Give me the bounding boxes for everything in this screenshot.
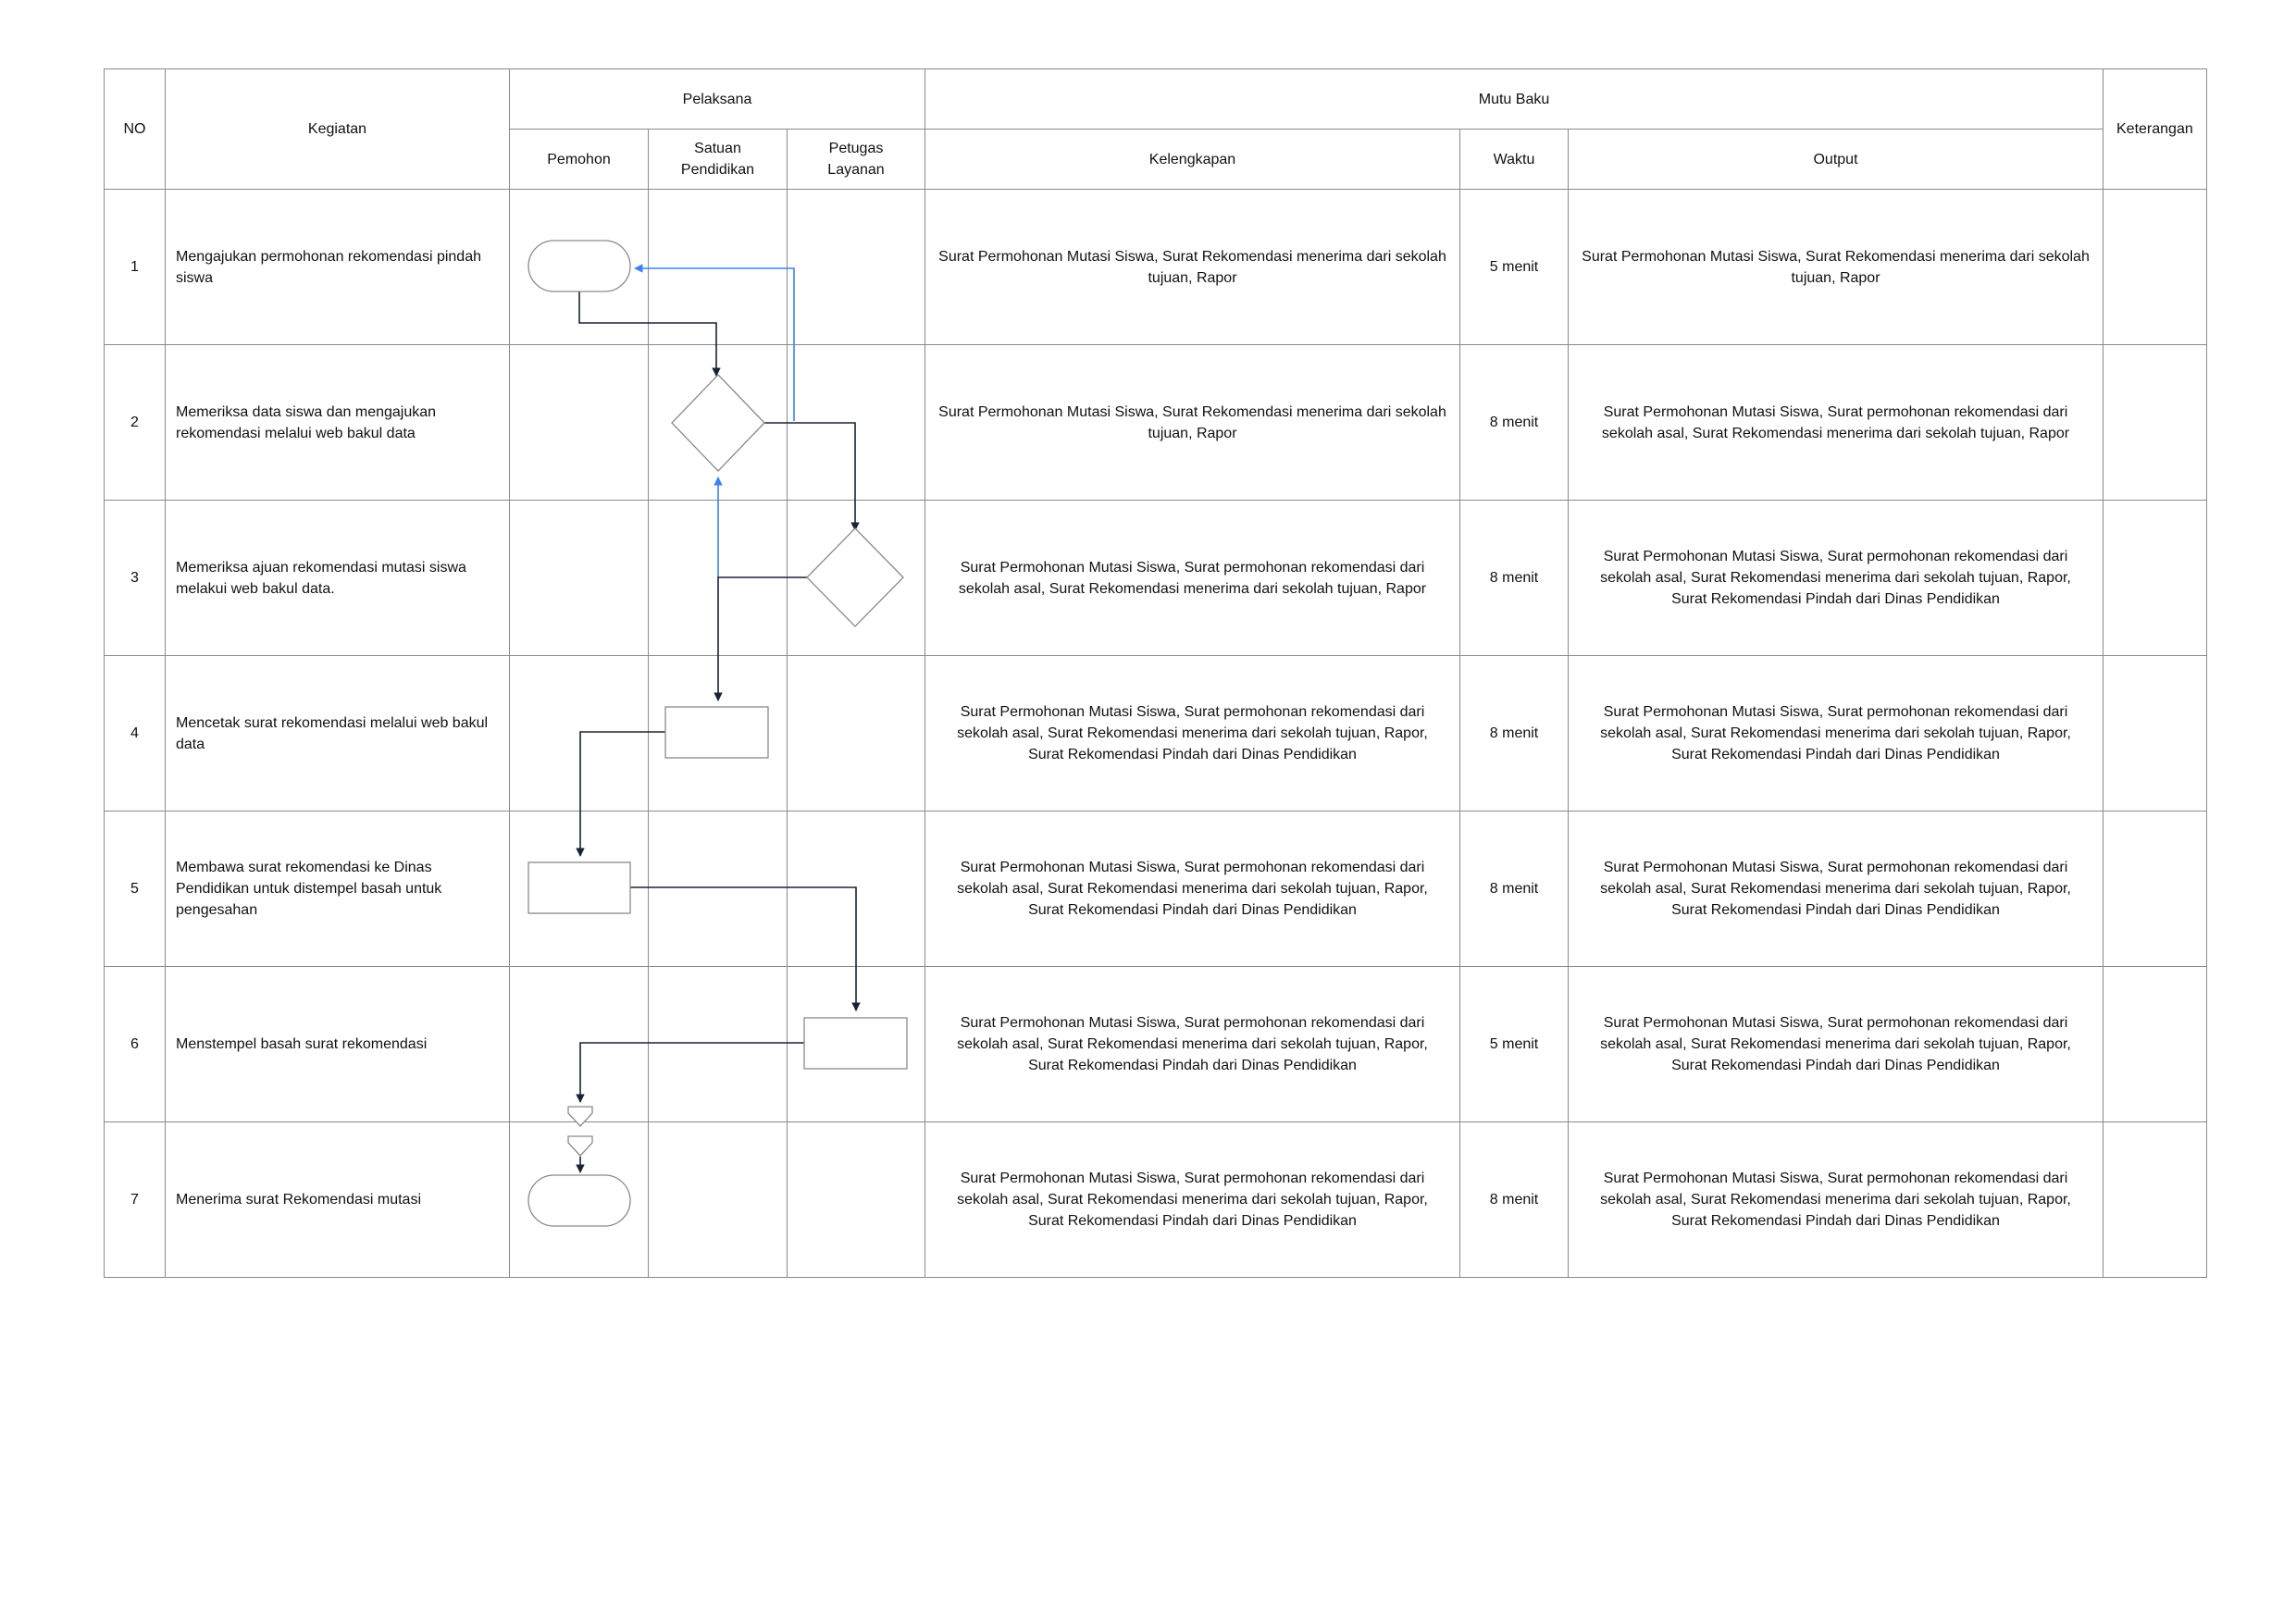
waktu-cell: 8 menit: [1460, 345, 1569, 501]
keterangan-cell: [2104, 812, 2207, 967]
lane-petugas-layanan-cell: [788, 190, 925, 345]
kelengkapan-cell: Surat Permohonan Mutasi Siswa, Surat permohonan rekomendasi dari sekolah asal, Surat Rekomendasi menerima dari sekolah tujuan, Rapor, Surat Rekomendasi Pindah dari Dinas Pendidikan: [925, 967, 1460, 1122]
activity-cell: Menerima surat Rekomendasi mutasi: [166, 1122, 510, 1278]
row-number: 3: [105, 501, 166, 656]
table-body: [105, 190, 2207, 1278]
header-kegiatan: Kegiatan: [166, 69, 510, 190]
output-cell: Surat Permohonan Mutasi Siswa, Surat Rekomendasi menerima dari sekolah tujuan, Rapor: [1569, 190, 2104, 345]
activity-cell: Menstempel basah surat rekomendasi: [166, 967, 510, 1122]
keterangan-cell: [2104, 1122, 2207, 1278]
table-row: [105, 812, 2207, 967]
output-cell: Surat Permohonan Mutasi Siswa, Surat permohonan rekomendasi dari sekolah asal, Surat Rekomendasi menerima dari sekolah tujuan, Rapor, Surat Rekomendasi Pindah dari Dinas Pendidikan: [1569, 812, 2104, 967]
lane-petugas-layanan-cell: [788, 656, 925, 812]
header-keterangan: Keterangan: [2104, 69, 2207, 190]
lane-pemohon-cell: [510, 190, 649, 345]
header-no: NO: [105, 69, 166, 190]
header-pemohon: Pemohon: [510, 130, 649, 190]
header-waktu: Waktu: [1460, 130, 1569, 190]
table-header: [105, 69, 2207, 190]
lane-petugas-layanan-cell: [788, 501, 925, 656]
row-number: 7: [105, 1122, 166, 1278]
lane-pemohon-cell: [510, 501, 649, 656]
waktu-cell: 8 menit: [1460, 1122, 1569, 1278]
output-cell: Surat Permohonan Mutasi Siswa, Surat permohonan rekomendasi dari sekolah asal, Surat Rekomendasi menerima dari sekolah tujuan, Rapor, Surat Rekomendasi Pindah dari Dinas Pendidikan: [1569, 1122, 2104, 1278]
table-row: [105, 1122, 2207, 1278]
waktu-cell: 5 menit: [1460, 190, 1569, 345]
output-cell: Surat Permohonan Mutasi Siswa, Surat permohonan rekomendasi dari sekolah asal, Surat Rekomendasi menerima dari sekolah tujuan, Rapor: [1569, 345, 2104, 501]
output-cell: Surat Permohonan Mutasi Siswa, Surat permohonan rekomendasi dari sekolah asal, Surat Rekomendasi menerima dari sekolah tujuan, Rapor, Surat Rekomendasi Pindah dari Dinas Pendidikan: [1569, 656, 2104, 812]
lane-satuan-pendidikan-cell: [649, 812, 788, 967]
activity-cell: Memeriksa data siswa dan mengajukan rekomendasi melalui web bakul data: [166, 345, 510, 501]
header-output: Output: [1569, 130, 2104, 190]
lane-pemohon-cell: [510, 1122, 649, 1278]
waktu-cell: 8 menit: [1460, 812, 1569, 967]
lane-pemohon-cell: [510, 345, 649, 501]
activity-cell: Mencetak surat rekomendasi melalui web bakul data: [166, 656, 510, 812]
lane-pemohon-cell: [510, 656, 649, 812]
lane-petugas-layanan-cell: [788, 1122, 925, 1278]
table-row: [105, 656, 2207, 812]
lane-petugas-layanan-cell: [788, 812, 925, 967]
keterangan-cell: [2104, 656, 2207, 812]
lane-pemohon-cell: [510, 967, 649, 1122]
keterangan-cell: [2104, 345, 2207, 501]
kelengkapan-cell: Surat Permohonan Mutasi Siswa, Surat permohonan rekomendasi dari sekolah asal, Surat Rekomendasi menerima dari sekolah tujuan, Rapor: [925, 501, 1460, 656]
output-cell: Surat Permohonan Mutasi Siswa, Surat permohonan rekomendasi dari sekolah asal, Surat Rekomendasi menerima dari sekolah tujuan, Rapor, Surat Rekomendasi Pindah dari Dinas Pendidikan: [1569, 501, 2104, 656]
header-pelaksana: Pelaksana: [510, 69, 925, 130]
lane-satuan-pendidikan-cell: [649, 967, 788, 1122]
kelengkapan-cell: Surat Permohonan Mutasi Siswa, Surat Rekomendasi menerima dari sekolah tujuan, Rapor: [925, 190, 1460, 345]
lane-satuan-pendidikan-cell: [649, 1122, 788, 1278]
header-kelengkapan: Kelengkapan: [925, 130, 1460, 190]
row-number: 2: [105, 345, 166, 501]
header-mutu-baku: Mutu Baku: [925, 69, 2104, 130]
table-row: [105, 190, 2207, 345]
kelengkapan-cell: Surat Permohonan Mutasi Siswa, Surat Rekomendasi menerima dari sekolah tujuan, Rapor: [925, 345, 1460, 501]
header-petugas-layanan: Petugas Layanan: [788, 130, 925, 190]
lane-satuan-pendidikan-cell: [649, 190, 788, 345]
lane-satuan-pendidikan-cell: [649, 501, 788, 656]
row-number: 1: [105, 190, 166, 345]
kelengkapan-cell: Surat Permohonan Mutasi Siswa, Surat permohonan rekomendasi dari sekolah asal, Surat Rekomendasi menerima dari sekolah tujuan, Rapor, Surat Rekomendasi Pindah dari Dinas Pendidikan: [925, 656, 1460, 812]
waktu-cell: 8 menit: [1460, 656, 1569, 812]
sop-flow-table: [104, 68, 2207, 1278]
keterangan-cell: [2104, 501, 2207, 656]
output-cell: Surat Permohonan Mutasi Siswa, Surat permohonan rekomendasi dari sekolah asal, Surat Rekomendasi menerima dari sekolah tujuan, Rapor, Surat Rekomendasi Pindah dari Dinas Pendidikan: [1569, 967, 2104, 1122]
keterangan-cell: [2104, 967, 2207, 1122]
lane-petugas-layanan-cell: [788, 967, 925, 1122]
waktu-cell: 5 menit: [1460, 967, 1569, 1122]
table-row: [105, 345, 2207, 501]
waktu-cell: 8 menit: [1460, 501, 1569, 656]
lane-pemohon-cell: [510, 812, 649, 967]
table-row: [105, 501, 2207, 656]
row-number: 5: [105, 812, 166, 967]
header-satuan-pendidikan: Satuan Pendidikan: [649, 130, 788, 190]
kelengkapan-cell: Surat Permohonan Mutasi Siswa, Surat permohonan rekomendasi dari sekolah asal, Surat Rekomendasi menerima dari sekolah tujuan, Rapor, Surat Rekomendasi Pindah dari Dinas Pendidikan: [925, 1122, 1460, 1278]
row-number: 4: [105, 656, 166, 812]
table-row: [105, 967, 2207, 1122]
keterangan-cell: [2104, 190, 2207, 345]
row-number: 6: [105, 967, 166, 1122]
kelengkapan-cell: Surat Permohonan Mutasi Siswa, Surat permohonan rekomendasi dari sekolah asal, Surat Rekomendasi menerima dari sekolah tujuan, Rapor, Surat Rekomendasi Pindah dari Dinas Pendidikan: [925, 812, 1460, 967]
activity-cell: Memeriksa ajuan rekomendasi mutasi siswa melakui web bakul data.: [166, 501, 510, 656]
lane-petugas-layanan-cell: [788, 345, 925, 501]
activity-cell: Membawa surat rekomendasi ke Dinas Pendidikan untuk distempel basah untuk pengesahan: [166, 812, 510, 967]
activity-cell: Mengajukan permohonan rekomendasi pindah siswa: [166, 190, 510, 345]
lane-satuan-pendidikan-cell: [649, 345, 788, 501]
lane-satuan-pendidikan-cell: [649, 656, 788, 812]
